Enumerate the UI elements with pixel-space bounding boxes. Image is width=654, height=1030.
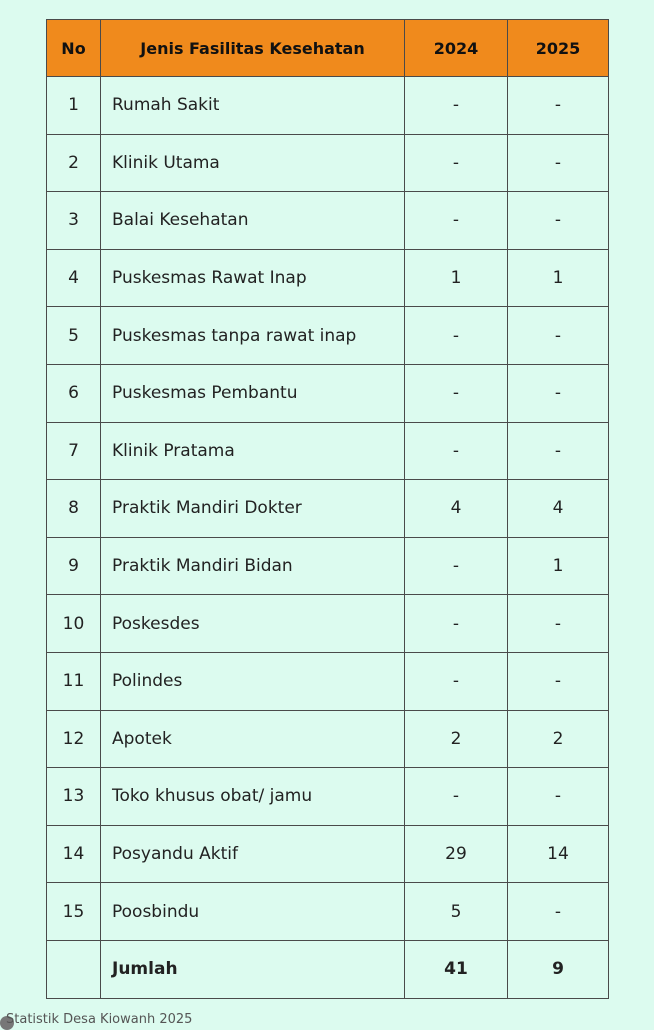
row-value-2025: - [508,422,609,480]
table-row [47,249,609,307]
row-value-2024: 2 [405,710,508,768]
table-row [47,652,609,710]
row-value-2024: - [405,422,508,480]
row-no: 1 [47,77,101,135]
row-facility: Toko khusus obat/ jamu [101,768,405,826]
row-value-2024: - [405,652,508,710]
row-value-2024: 1 [405,249,508,307]
row-value-2025: 1 [508,537,609,595]
row-no: 15 [47,883,101,941]
row-no: 12 [47,710,101,768]
row-value-2024: - [405,364,508,422]
row-facility: Praktik Mandiri Bidan [101,537,405,595]
row-value-2024: - [405,768,508,826]
row-value-2025: - [508,134,609,192]
row-value-2024: - [405,307,508,365]
row-facility: Puskesmas tanpa rawat inap [101,307,405,365]
row-no: 10 [47,595,101,653]
facilities-table-container [46,19,608,999]
row-no: 9 [47,537,101,595]
row-value-2025: 2 [508,710,609,768]
row-no: 2 [47,134,101,192]
total-value-2024: 41 [405,940,508,998]
row-value-2025: - [508,883,609,941]
row-value-2024: - [405,192,508,250]
table-row [47,480,609,538]
total-row [47,940,609,998]
table-row [47,825,609,883]
row-value-2025: 14 [508,825,609,883]
row-value-2025: - [508,364,609,422]
row-value-2024: 29 [405,825,508,883]
row-value-2025: - [508,595,609,653]
row-no: 11 [47,652,101,710]
row-value-2024: 4 [405,480,508,538]
table-row [47,307,609,365]
row-no: 7 [47,422,101,480]
row-no: 6 [47,364,101,422]
row-facility: Rumah Sakit [101,77,405,135]
header-no: No [47,20,101,77]
row-value-2025: - [508,307,609,365]
row-value-2025: - [508,768,609,826]
row-value-2025: 4 [508,480,609,538]
row-no: 4 [47,249,101,307]
table-header-row [47,20,609,77]
row-value-2024: - [405,595,508,653]
total-no-cell [47,940,101,998]
total-value-2025: 9 [508,940,609,998]
row-no: 13 [47,768,101,826]
row-facility: Puskesmas Rawat Inap [101,249,405,307]
table-row [47,134,609,192]
row-facility: Puskesmas Pembantu [101,364,405,422]
row-facility: Balai Kesehatan [101,192,405,250]
row-no: 5 [47,307,101,365]
row-no: 3 [47,192,101,250]
row-no: 14 [47,825,101,883]
health-facilities-table [46,19,609,999]
row-value-2024: - [405,537,508,595]
row-no: 8 [47,480,101,538]
row-facility: Poosbindu [101,883,405,941]
row-facility: Klinik Utama [101,134,405,192]
table-row [47,77,609,135]
table-row [47,710,609,768]
row-value-2025: - [508,652,609,710]
total-label: Jumlah [101,940,405,998]
row-value-2024: 5 [405,883,508,941]
header-2024: 2024 [405,20,508,77]
row-value-2025: 1 [508,249,609,307]
table-row [47,422,609,480]
row-value-2025: - [508,77,609,135]
header-2025: 2025 [508,20,609,77]
row-value-2024: - [405,134,508,192]
row-value-2025: - [508,192,609,250]
row-facility: Poskesdes [101,595,405,653]
header-jenis: Jenis Fasilitas Kesehatan [101,20,405,77]
row-value-2024: - [405,77,508,135]
table-row [47,768,609,826]
row-facility: Klinik Pratama [101,422,405,480]
row-facility: Praktik Mandiri Dokter [101,480,405,538]
source-footnote: Statistik Desa Kiowanh 2025 [6,1012,193,1027]
table-row [47,883,609,941]
row-facility: Polindes [101,652,405,710]
table-row [47,537,609,595]
row-facility: Apotek [101,710,405,768]
row-facility: Posyandu Aktif [101,825,405,883]
table-row [47,192,609,250]
table-row [47,364,609,422]
table-row [47,595,609,653]
